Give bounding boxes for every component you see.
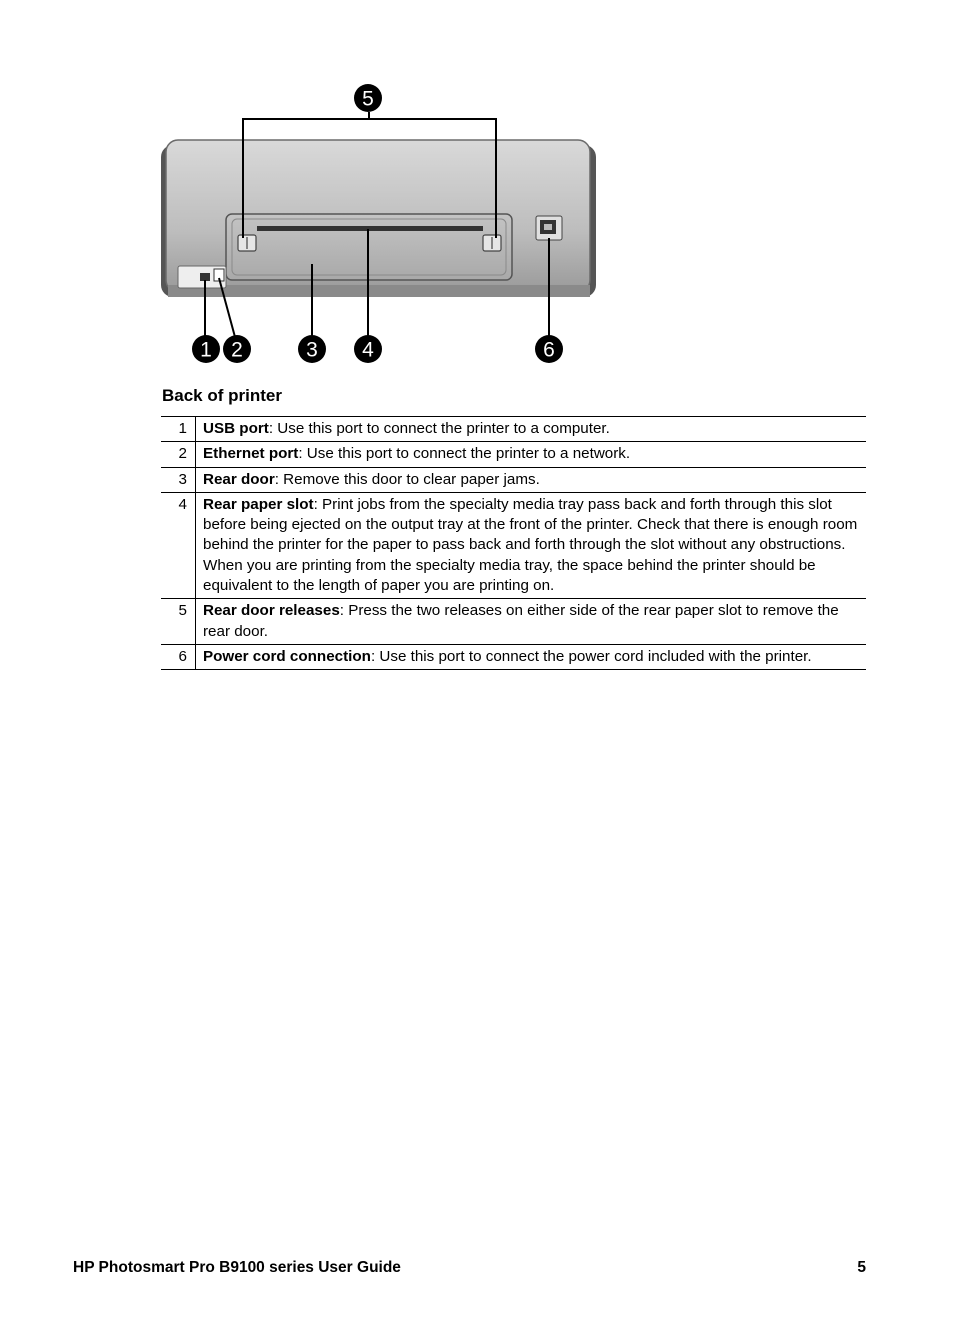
table-row — [161, 442, 866, 467]
row-term: Rear door — [203, 470, 275, 488]
page-number: 5 — [857, 1259, 866, 1276]
printer-back-illustration — [150, 80, 610, 370]
callout-1 — [192, 335, 220, 363]
row-term: Rear paper slot — [203, 495, 314, 513]
row-term: USB port — [203, 420, 269, 437]
callout-4 — [354, 335, 382, 363]
row-number: 6 — [161, 644, 196, 669]
callout-3 — [298, 335, 326, 363]
row-text: : Use this port to connect the power cord included with the printer. — [370, 647, 812, 665]
callout-5 — [354, 84, 382, 112]
rear-door-release-left — [238, 235, 256, 251]
rear-paper-slot — [257, 226, 483, 231]
row-text: : Remove this door to clear paper jams. — [274, 470, 540, 488]
row-term: Power cord connection — [203, 647, 371, 665]
row-description — [196, 442, 867, 467]
table-row — [161, 492, 866, 598]
printer-back-figure — [150, 80, 610, 370]
row-number: 4 — [161, 492, 196, 598]
row-text: : Print jobs from the specialty media tray pass back and forth through this slot before being ejected on the output tray at the front of the printer. Check that there is enough room behind the printer for the paper to pass back and forth through the slot without any obstructions. When you are printing from the specialty media tray, the space behind the printer should be equivalent to the length of paper you are printing on. — [203, 495, 858, 595]
row-term: Ethernet port — [203, 445, 299, 463]
parts-table — [161, 416, 866, 670]
table-row — [161, 467, 866, 492]
svg-text:5: 5 — [362, 87, 374, 111]
power-cord-connector — [536, 216, 562, 240]
row-number: 5 — [161, 599, 196, 645]
row-number: 3 — [161, 467, 196, 492]
usb-port — [200, 273, 210, 281]
row-term: Rear door releases — [203, 602, 340, 620]
row-description — [196, 599, 867, 645]
svg-text:3: 3 — [306, 338, 318, 362]
row-description — [196, 644, 867, 669]
table-row — [161, 599, 866, 645]
row-description — [196, 417, 867, 442]
row-number: 1 — [161, 417, 196, 442]
svg-text:2: 2 — [231, 338, 243, 362]
callout-2 — [223, 335, 251, 363]
svg-text:1: 1 — [200, 338, 212, 362]
footer-title: HP Photosmart Pro B9100 series User Guide — [73, 1259, 401, 1276]
row-number: 2 — [161, 442, 196, 467]
port-panel — [178, 266, 226, 288]
row-text: : Press the two releases on either side of the rear paper slot to remove the rear door. — [203, 602, 839, 640]
row-description — [196, 467, 867, 492]
row-text: : Use this port to connect the printer to a computer. — [268, 420, 610, 437]
rear-door-release-right — [483, 235, 501, 251]
table-row — [161, 644, 866, 669]
row-description — [196, 492, 867, 598]
figure-caption: Back of printer — [162, 386, 282, 405]
row-text: : Use this port to connect the printer to a network. — [298, 445, 631, 463]
table-row — [161, 417, 866, 442]
callout-6 — [535, 335, 563, 363]
svg-text:4: 4 — [362, 338, 374, 362]
svg-text:6: 6 — [543, 338, 555, 362]
